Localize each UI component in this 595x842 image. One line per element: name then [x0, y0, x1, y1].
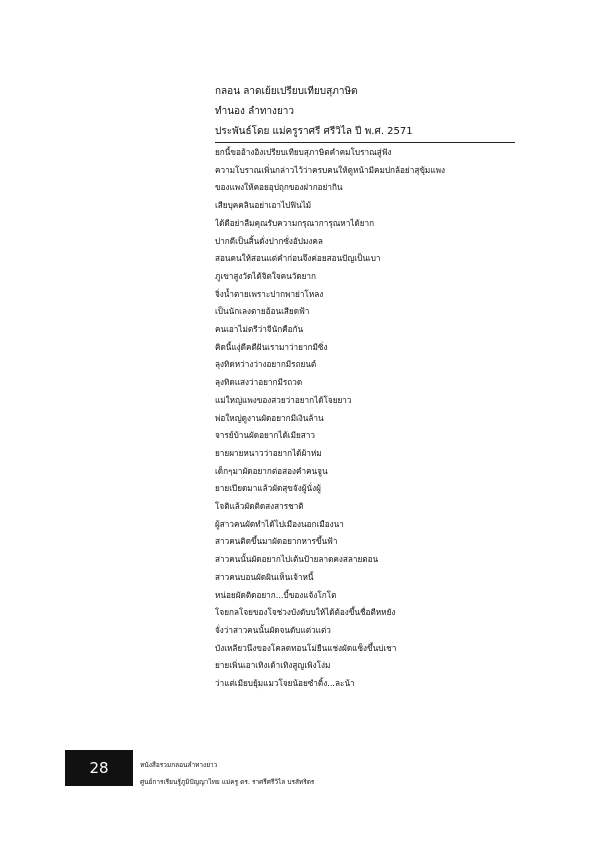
poem-header	[215, 82, 515, 142]
poem-line: เด็กๆมาผัดอยากต่อสองคำคนจูน	[215, 465, 328, 476]
page-footer	[140, 757, 440, 791]
poem-line: ยายเปียดมาแล้วผัดสุขจังผู้นั่งผู้	[215, 483, 321, 494]
poem-line: สาวคนบอนผัดผินเห็นเจ้าหนี้	[215, 571, 314, 582]
poem-line: แม่ใหญ่แพงของสวยว่าอยากได้โจยยาว	[215, 394, 352, 405]
poem-author: ประพันธ์โดย แม่ครูราศรี ศรีวิไล ปี พ.ศ. 2571	[215, 126, 413, 137]
poem-line: พ่อใหญ่ดูงานผัดอยากมีเงินล้าน	[215, 412, 324, 423]
poem-line: ความโบราณเพิ่นกล่าวไว้ว่าครบคนให้ดูหน้ามีคมปกล้อย่าสุขุ้มแพง	[215, 164, 445, 175]
poem-line: สอนคนให้สอนแต่คำก่อนจึงค่อยสอนปัญเป็นเบา	[215, 253, 381, 264]
poem-title: กลอน ลาดเย้ยเปรียบเทียบสุภาษิต	[215, 86, 358, 97]
header-divider	[215, 142, 515, 143]
poem-line: ได้ดีอย่าลืมคุณรับความกรุณาการุณหาได้ยาก	[215, 217, 375, 228]
poem-line: ยายเพิ่นเอาเทิงเด้าเทิงสูญเพิงโง่ม	[215, 660, 331, 671]
footer-book-title: หนังสือรวมกลอนลำทางยาว	[140, 761, 218, 769]
poem-line: คนเอาไม่ตรีว่าจีนักคือกัน	[215, 324, 304, 335]
poem-line: เป็นนักเลงตายอ้อนเสียดฟ้า	[215, 306, 310, 317]
page-number-box	[65, 750, 133, 786]
poem-line: สาวคนนั้นผัดอยากไปเต้นป้ายลาดคงสลายตอน	[215, 554, 379, 565]
poem-line: เสียบุคคลินอย่าเอาไปฟินไม้	[215, 200, 312, 211]
poem-line: ปากดีเป็นสิ้นดั่งปากซั่งอัปมงคล	[215, 235, 323, 246]
poem-line: ของแพงให้คอยอุปถุกของฝากอย่ากิน	[215, 182, 343, 193]
poem-line: จั่งว่าสาวคนนั้นผัดจนดับแต่วแต่ว	[215, 624, 331, 635]
poem-line: หน่อยผัดติดอยาก...บี้ของแจ้งโกโต	[215, 589, 337, 600]
poem-melody: ทำนอง ลำทางยาว	[215, 106, 295, 117]
poem-line: ยกนี้ขออ้างอิงเปรียบเทียบสุภาษิตคำคมโบราณสู่ฟัง	[215, 147, 392, 157]
poem-line: โจยกลโจยของโจช่วงบังดับบให้ได้ต้องขึ้นชื่อตีหหยัง	[215, 607, 396, 618]
poem-line: ภูเขาสูงวัดได้จิตใจคนวัดยาก	[215, 270, 316, 281]
poem-line: บังเหลียวนึงของโคลดทอนโม่ยืนแช่งผัดแซ็งขึ้นบ่เชา	[215, 642, 397, 653]
poem-line: ว่าแต่เมียบยุ้มแมวโจยน้อยซำดิ้ง...ละน้า	[215, 678, 355, 689]
poem-line: จิ่งน้ำตายเพราะปากพาย่าโหลง	[215, 288, 324, 299]
page-number: 28	[89, 759, 109, 777]
poem-line: ลุงทิดแสงว่าอยากมีรถวด	[215, 377, 303, 388]
poem-line: สาวคนติดขึ้นมาผัดอยากหารขึ้นฟ้า	[215, 536, 338, 547]
poem-line: โจติแล้วผัดติดสงสารชาติ	[215, 501, 304, 512]
poem-line: ยายผายหนาวว่าอยากได้ผ้าห่ม	[215, 447, 322, 458]
poem-body	[215, 144, 515, 693]
poem-line: ลุงทิดหว่างว่างอยากมีรถยนต์	[215, 359, 317, 370]
footer-center-name: ศูนย์การเรียนรู้ภูมิปัญญาไทย แม่ครู ดร. ราศรีศรีวิไล บรสัทริตร	[140, 778, 315, 786]
poem-line: จารย์บ้านผัดอยากได้เมียสาว	[215, 430, 315, 441]
poem-line: คิดนี้แงุ่ดีคดีฝันเรามาว่ายากมีซิ่ง	[215, 341, 328, 352]
poem-line: ผู้สาวคนผัดทำได้ไปเมืองนอกเมืองนา	[215, 518, 344, 529]
